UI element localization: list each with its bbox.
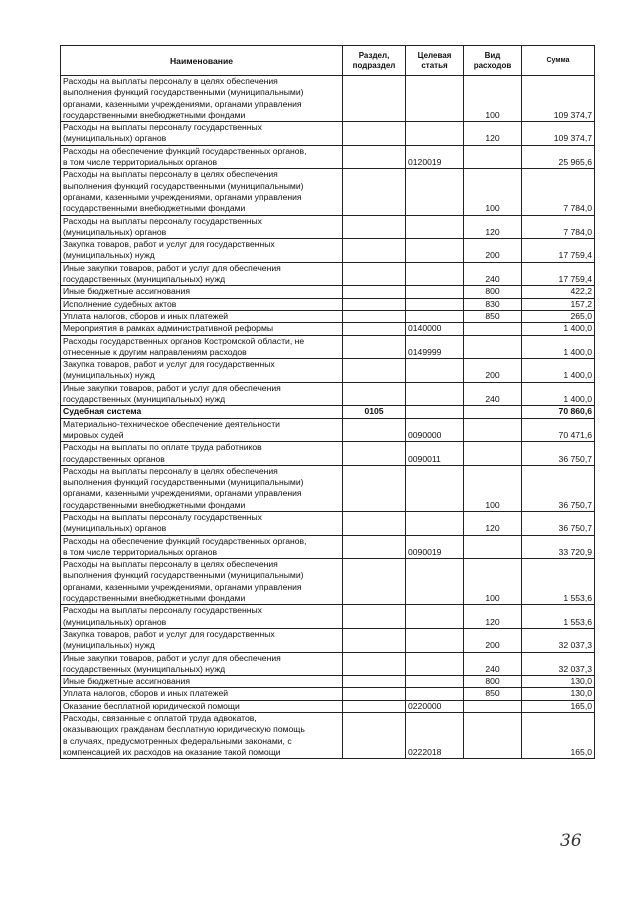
row-sum: 1 400,0 bbox=[522, 323, 595, 335]
row-kind: 200 bbox=[464, 359, 522, 383]
row-section bbox=[343, 628, 406, 652]
row-sum: 1 553,6 bbox=[522, 559, 595, 605]
row-sum: 1 400,0 bbox=[522, 382, 595, 406]
row-target bbox=[406, 215, 464, 239]
row-name-line: Оказание бесплатной юридической помощи bbox=[63, 700, 240, 711]
table-body bbox=[61, 76, 595, 759]
row-target bbox=[406, 605, 464, 629]
row-sum: 1 400,0 bbox=[522, 335, 595, 359]
row-kind bbox=[464, 535, 522, 559]
header-sum: Сумма bbox=[522, 46, 595, 76]
row-section bbox=[343, 286, 406, 298]
table-row bbox=[61, 335, 595, 359]
row-kind: 800 bbox=[464, 286, 522, 298]
row-name-line: государственными внебюджетными фондами bbox=[63, 593, 246, 604]
row-name-line: (муниципальных) органов bbox=[63, 523, 167, 534]
row-target: 0090000 bbox=[406, 418, 464, 442]
row-kind: 100 bbox=[464, 465, 522, 511]
row-name-line: государственных органов bbox=[63, 453, 165, 464]
row-name-line: (муниципальных) органов bbox=[63, 616, 167, 627]
table-row bbox=[61, 442, 595, 466]
table-row bbox=[61, 323, 595, 335]
row-target bbox=[406, 688, 464, 700]
row-name-line: Закупка товаров, работ и услуг для государственных bbox=[63, 628, 275, 639]
row-name-line: Расходы на выплаты персоналу в целях обеспечения bbox=[63, 169, 278, 180]
table-row bbox=[61, 215, 595, 239]
row-target: 0090011 bbox=[406, 442, 464, 466]
row-target bbox=[406, 359, 464, 383]
table-row bbox=[61, 359, 595, 383]
table-row bbox=[61, 122, 595, 146]
row-name-line: мировых судей bbox=[63, 429, 124, 440]
row-name-line: Расходы на выплаты персоналу в целях обеспечения bbox=[63, 559, 278, 570]
row-name-line: органами, казенными учреждениями, органами управления bbox=[63, 488, 302, 499]
row-target: 0220000 bbox=[406, 700, 464, 712]
row-target: 0120019 bbox=[406, 145, 464, 169]
row-name bbox=[61, 442, 343, 466]
row-sum: 157,2 bbox=[522, 298, 595, 310]
row-sum: 422,2 bbox=[522, 286, 595, 298]
row-name-line: Иные бюджетные ассигнования bbox=[63, 286, 191, 297]
row-kind bbox=[464, 145, 522, 169]
row-sum: 25 965,6 bbox=[522, 145, 595, 169]
table-header-row bbox=[61, 46, 595, 76]
row-kind bbox=[464, 418, 522, 442]
row-name-line: Расходы на обеспечение функций государственных органов, bbox=[63, 535, 307, 546]
row-target bbox=[406, 239, 464, 263]
row-name-line: Иные закупки товаров, работ и услуг для обеспечения bbox=[63, 652, 281, 663]
row-section bbox=[343, 465, 406, 511]
row-name bbox=[61, 382, 343, 406]
row-sum: 36 750,7 bbox=[522, 511, 595, 535]
row-name-line: Расходы на выплаты персоналу в целях обеспечения bbox=[63, 76, 278, 86]
row-name-line: в том числе территориальных органов bbox=[63, 546, 218, 557]
row-target: 0149999 bbox=[406, 335, 464, 359]
row-name-line: Иные закупки товаров, работ и услуг для обеспечения bbox=[63, 262, 281, 273]
row-section bbox=[343, 652, 406, 676]
row-kind: 850 bbox=[464, 310, 522, 322]
row-section bbox=[343, 535, 406, 559]
page-number: 36 bbox=[560, 831, 582, 851]
row-kind: 100 bbox=[464, 76, 522, 122]
row-section bbox=[343, 359, 406, 383]
row-name bbox=[61, 713, 343, 759]
row-name bbox=[61, 76, 343, 122]
row-name bbox=[61, 406, 343, 418]
row-name bbox=[61, 628, 343, 652]
row-name-line: отнесенные к другим направлениям расходов bbox=[63, 346, 247, 357]
row-target bbox=[406, 406, 464, 418]
row-kind: 120 bbox=[464, 605, 522, 629]
row-section bbox=[343, 215, 406, 239]
row-kind: 240 bbox=[464, 382, 522, 406]
row-name bbox=[61, 559, 343, 605]
row-name bbox=[61, 335, 343, 359]
row-sum: 7 784,0 bbox=[522, 169, 595, 215]
row-section bbox=[343, 310, 406, 322]
row-section bbox=[343, 511, 406, 535]
row-name bbox=[61, 323, 343, 335]
row-name-line: (муниципальных) нужд bbox=[63, 250, 155, 261]
row-name bbox=[61, 262, 343, 286]
row-name bbox=[61, 676, 343, 688]
row-name-line: Расходы на выплаты персоналу в целях обеспечения bbox=[63, 465, 278, 476]
row-name-line: Уплата налогов, сборов и иных платежей bbox=[63, 310, 229, 321]
table-row bbox=[61, 286, 595, 298]
row-name-line: Расходы на выплаты персоналу государственных bbox=[63, 605, 262, 616]
row-name-line: выполнения функций государственными (муниципальными) bbox=[63, 570, 304, 581]
row-name-line: государственными внебюджетными фондами bbox=[63, 203, 246, 214]
row-section bbox=[343, 122, 406, 146]
row-target bbox=[406, 169, 464, 215]
table-row bbox=[61, 310, 595, 322]
row-name bbox=[61, 688, 343, 700]
row-sum: 1 400,0 bbox=[522, 359, 595, 383]
row-name-line: Материально-техническое обеспечение деятельности bbox=[63, 418, 280, 429]
row-kind bbox=[464, 406, 522, 418]
table-row bbox=[61, 382, 595, 406]
row-section bbox=[343, 688, 406, 700]
row-name-line: органами, казенными учреждениями, органами управления bbox=[63, 581, 302, 592]
row-target bbox=[406, 559, 464, 605]
row-kind bbox=[464, 700, 522, 712]
row-section bbox=[343, 262, 406, 286]
row-sum: 32 037,3 bbox=[522, 652, 595, 676]
row-name bbox=[61, 535, 343, 559]
row-target: 0090019 bbox=[406, 535, 464, 559]
table-row bbox=[61, 713, 595, 759]
row-sum: 165,0 bbox=[522, 713, 595, 759]
row-sum: 36 750,7 bbox=[522, 465, 595, 511]
row-sum: 33 720,9 bbox=[522, 535, 595, 559]
table-row bbox=[61, 700, 595, 712]
row-kind: 240 bbox=[464, 262, 522, 286]
header-kind: Вид расходов bbox=[464, 46, 522, 76]
table-row bbox=[61, 559, 595, 605]
row-name-line: Расходы на выплаты персоналу государственных bbox=[63, 215, 262, 226]
table-row bbox=[61, 511, 595, 535]
row-name-line: в том числе территориальных органов bbox=[63, 157, 218, 168]
row-kind: 830 bbox=[464, 298, 522, 310]
row-name-line: Исполнение судебных актов bbox=[63, 298, 177, 309]
row-name-line: государственными внебюджетными фондами bbox=[63, 109, 246, 120]
row-sum: 32 037,3 bbox=[522, 628, 595, 652]
row-name-line: (муниципальных) нужд bbox=[63, 370, 155, 381]
row-name bbox=[61, 239, 343, 263]
header-section: Раздел, подраздел bbox=[343, 46, 406, 76]
row-sum: 130,0 bbox=[522, 676, 595, 688]
row-section bbox=[343, 335, 406, 359]
table-row bbox=[61, 688, 595, 700]
row-name bbox=[61, 145, 343, 169]
row-sum: 36 750,7 bbox=[522, 442, 595, 466]
table-row bbox=[61, 465, 595, 511]
row-kind: 100 bbox=[464, 169, 522, 215]
row-section bbox=[343, 382, 406, 406]
table-row bbox=[61, 406, 595, 418]
row-section bbox=[343, 76, 406, 122]
row-name-line: органами, казенными учреждениями, органами управления bbox=[63, 191, 302, 202]
row-kind bbox=[464, 442, 522, 466]
row-section bbox=[343, 323, 406, 335]
row-target bbox=[406, 382, 464, 406]
row-kind: 200 bbox=[464, 628, 522, 652]
row-sum: 130,0 bbox=[522, 688, 595, 700]
row-section bbox=[343, 298, 406, 310]
row-name bbox=[61, 298, 343, 310]
row-name-line: Закупка товаров, работ и услуг для государственных bbox=[63, 359, 275, 370]
row-kind: 120 bbox=[464, 122, 522, 146]
row-name-line: Расходы на выплаты персоналу государственных bbox=[63, 511, 262, 522]
row-kind bbox=[464, 335, 522, 359]
row-target bbox=[406, 310, 464, 322]
row-sum: 1 553,6 bbox=[522, 605, 595, 629]
row-section bbox=[343, 442, 406, 466]
table-row bbox=[61, 145, 595, 169]
row-section bbox=[343, 418, 406, 442]
row-name-line: Расходы на выплаты персоналу государственных bbox=[63, 122, 262, 133]
row-name-line: (муниципальных) органов bbox=[63, 226, 167, 237]
row-name-line: выполнения функций государственными (муниципальными) bbox=[63, 180, 304, 191]
table-row bbox=[61, 418, 595, 442]
row-sum: 17 759,4 bbox=[522, 262, 595, 286]
row-kind: 200 bbox=[464, 239, 522, 263]
row-target bbox=[406, 652, 464, 676]
row-name bbox=[61, 310, 343, 322]
table-row bbox=[61, 298, 595, 310]
row-sum: 70 471,6 bbox=[522, 418, 595, 442]
row-name-line: в случаях, предусмотренных федеральными законами, с bbox=[63, 735, 292, 746]
row-target: 0222018 bbox=[406, 713, 464, 759]
row-target bbox=[406, 511, 464, 535]
table-row bbox=[61, 535, 595, 559]
table-row bbox=[61, 76, 595, 122]
row-name bbox=[61, 652, 343, 676]
row-name-line: Иные бюджетные ассигнования bbox=[63, 676, 191, 687]
row-name-line: выполнения функций государственными (муниципальными) bbox=[63, 87, 304, 98]
row-name-line: Мероприятия в рамках административной реформы bbox=[63, 323, 274, 334]
row-name bbox=[61, 418, 343, 442]
row-name-line: Расходы государственных органов Костромской области, не bbox=[63, 335, 305, 346]
row-name-line: Расходы, связанные с оплатой труда адвокатов, bbox=[63, 713, 257, 724]
row-name-line: Иные закупки товаров, работ и услуг для обеспечения bbox=[63, 382, 281, 393]
row-name-line: государственных (муниципальных) нужд bbox=[63, 274, 226, 285]
row-name bbox=[61, 215, 343, 239]
row-sum: 17 759,4 bbox=[522, 239, 595, 263]
row-target bbox=[406, 676, 464, 688]
budget-table bbox=[60, 45, 595, 759]
row-name-line: государственных (муниципальных) нужд bbox=[63, 663, 226, 674]
row-section bbox=[343, 700, 406, 712]
row-section bbox=[343, 145, 406, 169]
row-sum: 7 784,0 bbox=[522, 215, 595, 239]
row-target bbox=[406, 122, 464, 146]
header-target: Целевая статья bbox=[406, 46, 464, 76]
row-target: 0140000 bbox=[406, 323, 464, 335]
row-name bbox=[61, 511, 343, 535]
row-name-line: Закупка товаров, работ и услуг для государственных bbox=[63, 239, 275, 250]
row-target bbox=[406, 262, 464, 286]
row-target bbox=[406, 286, 464, 298]
row-section bbox=[343, 676, 406, 688]
row-kind bbox=[464, 323, 522, 335]
row-section bbox=[343, 713, 406, 759]
row-name-line: Уплата налогов, сборов и иных платежей bbox=[63, 688, 229, 699]
table-row bbox=[61, 628, 595, 652]
row-name bbox=[61, 122, 343, 146]
table-row bbox=[61, 239, 595, 263]
row-name bbox=[61, 169, 343, 215]
row-target bbox=[406, 298, 464, 310]
row-kind: 120 bbox=[464, 511, 522, 535]
row-sum: 70 860,6 bbox=[522, 406, 595, 418]
row-name-line: (муниципальных) нужд bbox=[63, 640, 155, 651]
row-name-line: Судебная система bbox=[63, 406, 142, 417]
row-name-line: государственных (муниципальных) нужд bbox=[63, 394, 226, 405]
row-kind bbox=[464, 713, 522, 759]
row-name bbox=[61, 605, 343, 629]
row-name-line: Расходы на обеспечение функций государственных органов, bbox=[63, 145, 307, 156]
row-name-line: компенсацией их расходов на оказание такой помощи bbox=[63, 746, 281, 757]
row-section: 0105 bbox=[343, 406, 406, 418]
row-name-line: (муниципальных) органов bbox=[63, 133, 167, 144]
table-row bbox=[61, 605, 595, 629]
row-name bbox=[61, 700, 343, 712]
row-target bbox=[406, 465, 464, 511]
row-name bbox=[61, 286, 343, 298]
row-name-line: оказывающих гражданам бесплатную юридическую помощь bbox=[63, 724, 305, 735]
row-sum: 109 374,7 bbox=[522, 122, 595, 146]
row-sum: 265,0 bbox=[522, 310, 595, 322]
row-name-line: органами, казенными учреждениями, органами управления bbox=[63, 98, 302, 109]
row-section bbox=[343, 605, 406, 629]
row-section bbox=[343, 239, 406, 263]
row-section bbox=[343, 559, 406, 605]
row-kind: 240 bbox=[464, 652, 522, 676]
row-target bbox=[406, 76, 464, 122]
row-target bbox=[406, 628, 464, 652]
row-section bbox=[343, 169, 406, 215]
row-name bbox=[61, 465, 343, 511]
row-kind: 100 bbox=[464, 559, 522, 605]
table-row bbox=[61, 652, 595, 676]
row-sum: 165,0 bbox=[522, 700, 595, 712]
table-row bbox=[61, 262, 595, 286]
row-sum: 109 374,7 bbox=[522, 76, 595, 122]
row-name bbox=[61, 359, 343, 383]
header-name: Наименование bbox=[61, 46, 343, 76]
row-kind: 850 bbox=[464, 688, 522, 700]
row-kind: 800 bbox=[464, 676, 522, 688]
row-name-line: государственными внебюджетными фондами bbox=[63, 499, 246, 510]
row-kind: 120 bbox=[464, 215, 522, 239]
row-name-line: выполнения функций государственными (муниципальными) bbox=[63, 477, 304, 488]
row-name-line: Расходы на выплаты по оплате труда работников bbox=[63, 442, 262, 453]
table-row bbox=[61, 169, 595, 215]
table-row bbox=[61, 676, 595, 688]
